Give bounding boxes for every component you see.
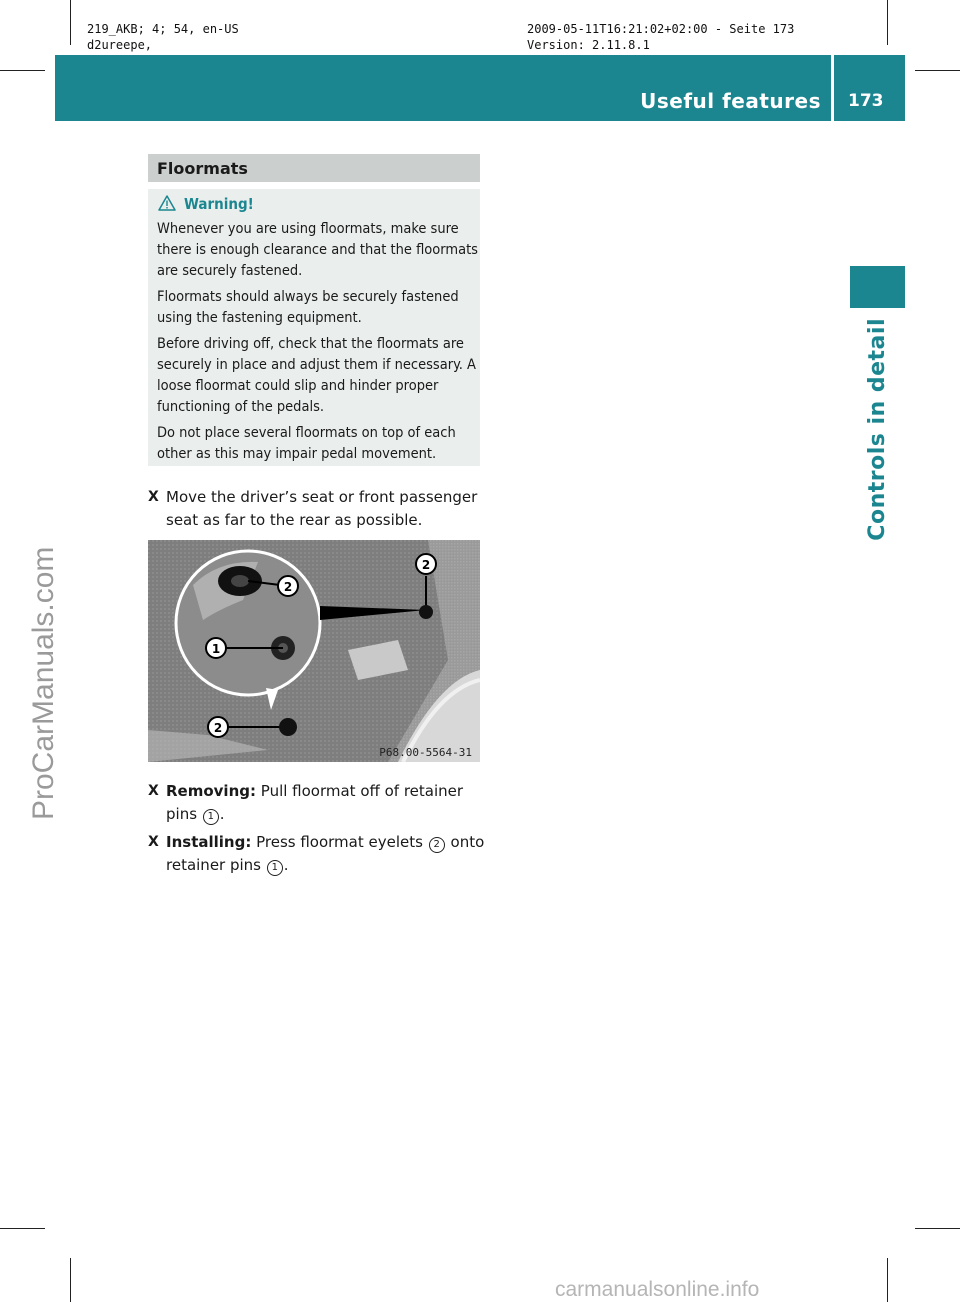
warning-body	[157, 219, 479, 470]
floormat-illustration	[148, 540, 480, 762]
meta-line: d2ureepe,	[87, 38, 153, 52]
crop-mark	[915, 70, 960, 71]
svg-text:2: 2	[421, 558, 431, 572]
callout-ref: 2	[429, 837, 445, 853]
step-item	[148, 486, 488, 532]
step-text-end: .	[283, 856, 289, 874]
chapter-title: Useful features	[640, 89, 821, 113]
crop-mark	[70, 0, 71, 45]
page-number: 173	[848, 91, 884, 111]
step-installing	[148, 831, 488, 877]
print-meta-right	[527, 21, 794, 53]
crop-mark	[0, 70, 45, 71]
header-divider	[831, 55, 834, 121]
callout-ref: 1	[267, 860, 283, 876]
watermark-text: ProCarManuals.com	[27, 546, 60, 820]
floormat-photo	[148, 540, 480, 762]
callout-2-lower	[208, 717, 228, 737]
side-tab	[850, 318, 905, 541]
step-text: Pull floormat off of retainer pins	[166, 782, 464, 823]
warning-paragraph: Whenever you are using floormats, make sure there is enough clearance and that the floormats are securely fastened.	[157, 221, 478, 279]
footer-watermark: carmanualsonline.info	[555, 1278, 760, 1301]
figure-code: P68.00-5564-31	[379, 746, 472, 759]
section-heading	[148, 154, 480, 182]
callout-ref: 1	[203, 809, 219, 825]
crop-mark	[887, 1258, 888, 1302]
callout-2-upper	[278, 576, 298, 596]
callout-2-right	[416, 554, 436, 574]
meta-line: 219_AKB; 4; 54, en-US	[87, 22, 239, 36]
arrow-bullet-icon: X	[148, 834, 159, 850]
crop-mark	[70, 1258, 71, 1302]
step-text: Press floormat eyelets	[256, 833, 423, 851]
crop-mark	[887, 0, 888, 45]
print-meta-left	[87, 21, 239, 53]
callout-1	[206, 638, 226, 658]
warning-paragraph: Floormats should always be securely fastened using the fastening equipment.	[157, 289, 459, 326]
crop-mark	[0, 1228, 45, 1229]
warning-paragraph: Before driving off, check that the floormats are securely in place and adjust them if necessary. A loose floormat could slip and hinder proper functioning of the pedals.	[157, 336, 476, 415]
arrow-bullet-icon: X	[148, 489, 159, 505]
warning-title: Warning!	[184, 195, 254, 213]
step-label: Installing:	[166, 833, 252, 851]
step-text: Move the driver’s seat or front passenger seat as far to the rear as possible.	[166, 488, 478, 529]
svg-text:2: 2	[283, 580, 293, 594]
meta-line: Version: 2.11.8.1	[527, 38, 650, 52]
step-text: onto retainer pins	[166, 833, 485, 874]
svg-text:1: 1	[211, 642, 221, 656]
step-text-end: .	[219, 805, 225, 823]
arrow-bullet-icon: X	[148, 783, 159, 799]
section-title: Floormats	[157, 159, 248, 178]
step-list-bottom	[148, 780, 488, 881]
meta-line: 2009-05-11T16:21:02+02:00 - Seite 173	[527, 22, 795, 36]
side-tab-label: Controls in detail	[865, 318, 890, 541]
warning-box	[148, 189, 480, 466]
side-tab-marker	[850, 266, 905, 308]
step-label: Removing:	[166, 782, 256, 800]
step-removing	[148, 780, 488, 826]
watermark	[14, 520, 74, 820]
chapter-header	[55, 55, 905, 121]
crop-mark	[915, 1228, 960, 1229]
warning-triangle-icon	[158, 195, 176, 211]
warning-paragraph: Do not place several floormats on top of each other as this may impair pedal movement.	[157, 425, 456, 462]
svg-text:2: 2	[213, 721, 223, 735]
step-list-top	[148, 486, 488, 536]
warning-header	[158, 195, 254, 213]
